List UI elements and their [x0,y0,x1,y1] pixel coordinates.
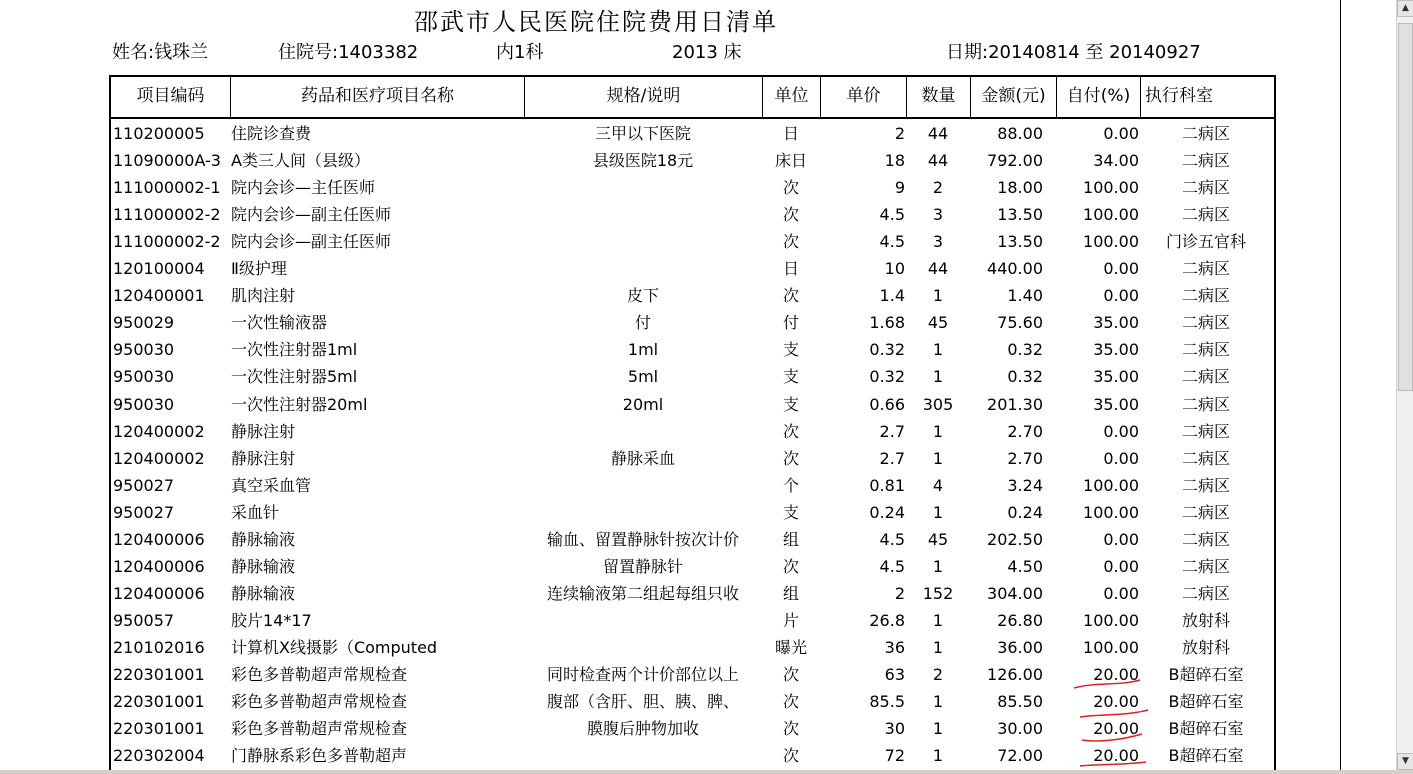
cell-name: 彩色多普勒超声常规检查 [231,665,408,684]
cell-dept: B超碎石室 [1168,692,1244,712]
bed-number: 2013 床 [672,42,742,63]
cell-qty: 2 [932,665,944,684]
cell-amount: 0.32 [1007,340,1043,360]
cell-dept: 二病区 [1181,151,1230,171]
cell-code: 120100004 [113,259,205,279]
cell-self: 35.00 [1093,340,1139,360]
cell-qty: 4 [932,475,944,495]
cell-spec [525,228,761,255]
admission-number: 住院号:1403382 [278,42,419,63]
cell-code: 950030 [113,394,175,414]
cell-name: 门静脉系彩色多普勒超声 [231,746,408,766]
cell-qty: 44 [927,259,949,279]
cell-code: 950057 [113,610,175,630]
table-header [111,77,1274,119]
cell-amount: 13.50 [997,205,1043,225]
cell-price: 0.81 [869,475,905,495]
cell-unit: 次 [782,232,799,252]
cell-qty: 1 [932,746,944,766]
cell-price: 9 [894,178,905,198]
cell-price: 0.66 [869,394,905,414]
cell-qty: 152 [922,583,954,603]
cell-self: 100.00 [1083,178,1139,198]
cell-price: 4.5 [879,556,905,576]
cell-unit: 个 [782,475,799,495]
cell-dept: 二病区 [1181,124,1230,143]
cell-self: 100.00 [1083,232,1139,252]
cell-unit: 日 [782,124,799,143]
cell-name: 采血针 [231,502,280,522]
cell-amount: 75.60 [997,313,1043,333]
cell-spec [525,472,761,499]
cell-price: 1.68 [869,313,905,333]
cell-price: 36 [884,637,905,657]
table-row [111,607,1274,634]
cell-unit: 次 [782,421,799,441]
cell-self: 0.00 [1103,529,1139,549]
cell-dept: 二病区 [1181,583,1230,603]
cell-amount: 4.50 [1007,556,1043,576]
cell-dept: 二病区 [1181,205,1230,225]
cell-dept: 二病区 [1181,421,1230,441]
cell-dept: 二病区 [1181,286,1230,306]
cell-name: 一次性注射器20ml [231,394,368,414]
cell-self: 35.00 [1093,394,1139,414]
cell-unit: 次 [782,665,799,684]
cell-price: 72 [884,746,905,766]
cell-name: 静脉输液 [231,529,296,549]
department: 内1科 [496,42,544,63]
cell-code: 220301001 [113,665,205,684]
cell-dept: 二病区 [1181,178,1230,198]
cell-amount: 126.00 [987,665,1043,684]
cell-amount: 72.00 [997,746,1043,766]
cell-dept: 二病区 [1181,313,1230,333]
cell-self: 35.00 [1093,313,1139,333]
cell-amount: 0.32 [1007,367,1043,387]
cell-dept: 放射科 [1181,637,1230,657]
header-amount: 金额(元) [971,77,1057,117]
cell-name: 静脉注射 [231,421,296,441]
header-code: 项目编码 [111,77,231,117]
cell-dept: B超碎石室 [1168,719,1244,739]
cell-price: 2 [894,583,905,603]
scroll-down-icon[interactable]: ▼ [1397,753,1413,770]
cell-code: 950030 [113,367,175,387]
cell-self: 20.00 [1093,719,1139,739]
cell-amount: 36.00 [997,637,1043,657]
cell-dept: B超碎石室 [1168,665,1244,684]
cell-name: A类三人间（县级） [231,151,370,171]
table-row [111,147,1274,174]
cell-name: 一次性注射器1ml [231,340,358,360]
cell-spec: 付 [634,313,651,333]
table-row [111,688,1274,715]
cell-qty: 1 [932,610,944,630]
cell-unit: 次 [782,205,799,225]
cell-code: 220301001 [113,692,205,712]
table-row [111,228,1274,255]
cell-self: 0.00 [1103,556,1139,576]
cell-code: 220301001 [113,719,205,739]
cell-name: 静脉注射 [231,448,296,468]
cell-unit: 支 [782,340,799,360]
table-row [111,553,1274,580]
page-edge [1340,0,1341,770]
cell-spec [525,418,761,445]
cell-dept: 放射科 [1181,610,1230,630]
cell-amount: 85.50 [997,692,1043,712]
cell-self: 100.00 [1083,637,1139,657]
cell-self: 0.00 [1103,259,1139,279]
cell-name: 真空采血管 [231,475,312,495]
cell-qty: 44 [927,124,949,143]
cell-dept: 二病区 [1181,475,1230,495]
cell-amount: 792.00 [987,151,1043,171]
cell-unit: 次 [782,692,799,712]
cell-spec: 20ml [622,394,664,414]
cell-price: 4.5 [879,205,905,225]
cell-amount: 3.24 [1007,475,1043,495]
cell-spec: 连续输液第二组起每组只收 [546,583,739,603]
cell-code: 120400006 [113,529,205,549]
cell-qty: 2 [932,178,944,198]
cell-price: 85.5 [869,692,905,712]
table-row [111,282,1274,309]
cell-code: 120400006 [113,556,205,576]
cell-code: 111000002-2 [113,232,221,252]
cell-self: 0.00 [1103,448,1139,468]
cell-name: 院内会诊—副主任医师 [231,205,392,225]
cell-dept: 二病区 [1181,448,1230,468]
header-qty: 数量 [907,77,971,117]
cell-dept: 二病区 [1181,259,1230,279]
cell-price: 63 [884,665,905,684]
cell-amount: 0.24 [1007,502,1043,522]
cell-qty: 1 [932,286,944,306]
cell-qty: 1 [932,367,944,387]
cell-qty: 1 [932,448,944,468]
table-row [111,255,1274,282]
table-row [111,580,1274,607]
table-row [111,201,1274,228]
header-unit: 单位 [763,77,821,117]
cell-spec: 腹部（含肝、胆、胰、脾、 [546,692,739,712]
header-self-pay: 自付(%) [1057,77,1141,117]
cell-code: 110200005 [113,124,205,143]
cell-qty: 1 [932,340,944,360]
page-title: 邵武市人民医院住院费用日清单 [414,8,778,36]
cell-dept: 二病区 [1181,367,1230,387]
header-spec: 规格/说明 [525,77,763,117]
cell-unit: 组 [782,583,799,603]
cell-name: Ⅱ级护理 [231,259,287,279]
cell-code: 950029 [113,313,175,333]
scroll-up-icon[interactable]: ▲ [1397,0,1413,17]
cell-code: 950027 [113,502,175,522]
cell-spec [525,634,761,661]
cell-self: 0.00 [1103,583,1139,603]
cell-unit: 支 [782,394,799,414]
date-range: 日期:20140814 至 20140927 [946,42,1201,63]
cell-spec: 县级医院18元 [592,151,694,171]
cell-price: 1.4 [879,286,905,306]
cell-qty: 45 [927,313,949,333]
cell-code: 111000002-1 [113,178,221,198]
cell-spec [525,607,761,634]
cell-qty: 44 [927,151,949,171]
cell-qty: 45 [927,529,949,549]
cell-dept: 二病区 [1181,502,1230,522]
cell-name: 静脉输液 [231,583,296,603]
cell-code: 210102016 [113,637,205,657]
cell-unit: 次 [782,719,799,739]
cell-qty: 3 [932,232,944,252]
cell-self: 20.00 [1093,692,1139,712]
cell-amount: 1.40 [1007,286,1043,306]
cell-unit: 次 [782,746,799,766]
cell-unit: 支 [782,502,799,522]
table-row [111,309,1274,336]
header-name: 药品和医疗项目名称 [231,77,525,117]
cell-spec [525,174,761,201]
cell-amount: 304.00 [987,583,1043,603]
cell-name: 院内会诊—主任医师 [231,178,376,198]
cell-dept: B超碎石室 [1168,746,1244,766]
cell-dept: 门诊五官科 [1165,232,1246,252]
cell-qty: 1 [932,502,944,522]
cell-self: 0.00 [1103,421,1139,441]
cell-dept: 二病区 [1181,340,1230,360]
table-row [111,661,1274,688]
cell-price: 4.5 [879,529,905,549]
cell-code: 120400001 [113,286,205,306]
cell-spec [525,255,761,282]
cell-qty: 1 [932,637,944,657]
cell-amount: 2.70 [1007,448,1043,468]
cell-amount: 30.00 [997,719,1043,739]
cell-price: 2.7 [879,448,905,468]
cell-name: 院内会诊—副主任医师 [231,232,392,252]
cell-qty: 1 [932,556,944,576]
cell-name: 彩色多普勒超声常规检查 [231,719,408,739]
cell-code: 950027 [113,475,175,495]
cell-price: 10 [884,259,905,279]
cell-price: 2.7 [879,421,905,441]
cell-name: 静脉输液 [231,556,296,576]
cell-spec: 皮下 [626,286,659,306]
cell-amount: 13.50 [997,232,1043,252]
cell-self: 20.00 [1093,665,1139,684]
cell-self: 0.00 [1103,124,1139,143]
cell-code: 120400002 [113,421,205,441]
cell-unit: 片 [782,610,799,630]
cell-unit: 支 [782,367,799,387]
cell-amount: 88.00 [997,124,1043,143]
cell-unit: 日 [782,259,799,279]
cell-unit: 次 [782,556,799,576]
cell-amount: 202.50 [987,529,1043,549]
cell-unit: 次 [782,448,799,468]
cell-code: 111000002-2 [113,205,221,225]
cell-name: 彩色多普勒超声常规检查 [231,692,408,712]
vertical-scrollbar[interactable] [1396,0,1413,770]
cell-price: 0.32 [869,367,905,387]
cell-dept: 二病区 [1181,529,1230,549]
cell-amount: 201.30 [987,394,1043,414]
cell-unit: 付 [782,313,799,333]
cell-amount: 18.00 [997,178,1043,198]
table-row [111,174,1274,201]
cell-unit: 组 [782,529,799,549]
table-row [111,445,1274,472]
header-department: 执行科室 [1145,86,1213,106]
table-row [111,363,1274,390]
cell-code: 120400006 [113,583,205,603]
cell-price: 18 [884,151,905,171]
cell-name: 胶片14*17 [231,610,312,630]
cell-self: 35.00 [1093,367,1139,387]
table-row [111,526,1274,553]
cell-self: 100.00 [1083,502,1139,522]
scroll-thumb[interactable] [1398,23,1413,391]
cell-name: 一次性输液器 [231,313,328,333]
cell-self: 0.00 [1103,286,1139,306]
cell-qty: 1 [932,421,944,441]
cell-self: 100.00 [1083,475,1139,495]
table-row [111,472,1274,499]
table-row [111,742,1274,769]
cell-name: 一次性注射器5ml [231,367,358,387]
cell-amount: 440.00 [987,259,1043,279]
cell-amount: 26.80 [997,610,1043,630]
cell-price: 0.32 [869,340,905,360]
cell-price: 0.24 [869,502,905,522]
cell-qty: 1 [932,692,944,712]
table-row [111,391,1274,418]
window-bottom-edge [0,770,1413,774]
table-row [111,715,1274,742]
cell-dept: 二病区 [1181,556,1230,576]
cell-self: 34.00 [1093,151,1139,171]
cell-spec: 输血、留置静脉针按次计价 [546,529,739,549]
cell-spec [525,499,761,526]
cell-name: 肌肉注射 [231,286,296,306]
cell-qty: 3 [932,205,944,225]
table-row [111,418,1274,445]
cell-self: 20.00 [1093,746,1139,766]
cell-unit: 曝光 [774,637,807,657]
cell-spec: 1ml [627,340,659,360]
cell-price: 26.8 [869,610,905,630]
cell-qty: 305 [922,394,954,414]
cell-spec: 三甲以下医院 [594,124,691,143]
cell-name: 计算机X线摄影（Computed [231,637,438,657]
table-row [111,120,1274,147]
cell-self: 100.00 [1083,205,1139,225]
table-row [111,336,1274,363]
cell-code: 11090000A-3 [113,151,221,171]
cell-code: 120400002 [113,448,205,468]
cell-unit: 次 [782,178,799,198]
cell-qty: 1 [932,719,944,739]
expense-table [109,75,1276,772]
cell-dept: 二病区 [1181,394,1230,414]
cell-spec [525,742,761,769]
patient-name: 姓名:钱珠兰 [112,42,209,63]
cell-self: 100.00 [1083,610,1139,630]
cell-spec: 5ml [627,367,659,387]
cell-code: 220302004 [113,746,205,766]
table-row [111,499,1274,526]
cell-spec [525,201,761,228]
cell-price: 2 [894,124,905,143]
cell-spec: 同时检查两个计价部位以上 [546,665,739,684]
cell-amount: 2.70 [1007,421,1043,441]
cell-code: 950030 [113,340,175,360]
cell-spec: 膜腹后肿物加收 [586,719,699,739]
cell-spec: 静脉采血 [610,448,675,468]
cell-spec: 留置静脉针 [602,556,683,576]
table-row [111,634,1274,661]
cell-unit: 床日 [774,151,807,171]
cell-unit: 次 [782,286,799,306]
cell-price: 30 [884,719,905,739]
header-price: 单价 [821,77,907,117]
cell-name: 住院诊查费 [231,124,312,143]
cell-price: 4.5 [879,232,905,252]
